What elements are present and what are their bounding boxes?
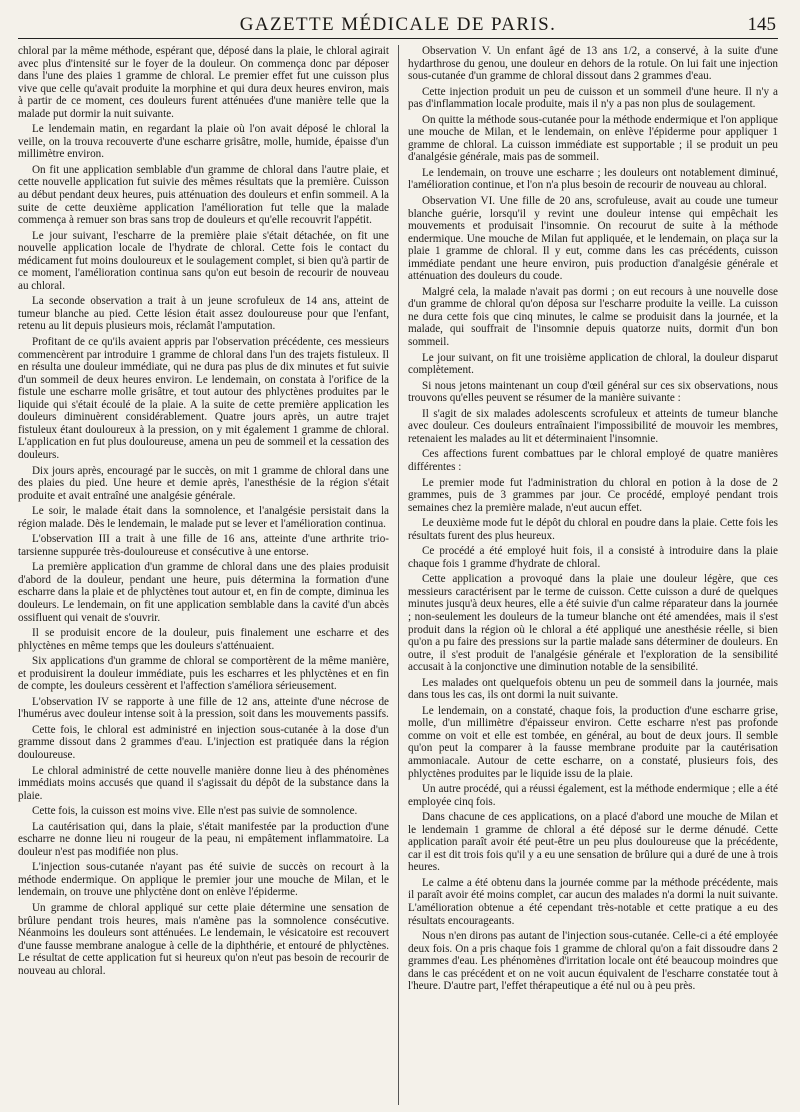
paragraph: Cette application a provoqué dans la plaie une douleur légère, que ces messieurs caractérisent par le terme de cuisson. Cette cuisson a duré de quelques minutes jusqu'à deux heures, elle a été suivie d'un calme réparateur dans la journée ; non-seulement les douleurs de la tumeur blanche ont été amendées, mais il s'est produit dans la région où le chloral a été appliqué une anesthésie réelle, si bien qu'on a pu faire des pressions sur la partie malade sans déterminer de douleurs. En outre, il s'est produit de l'analgésie générale et l'exploration de la sensibilité accusait à la conjonctive une diminution notable de la sensibilité. [408,573,778,674]
paragraph: Observation VI. Une fille de 20 ans, scrofuleuse, avait au coude une tumeur blanche guérie, lorsqu'il y revint une douleur intense qui empêchait les mouvements et produisait l'insomnie. On recourut de suite à la méthode endermique. Une mouche de Milan fut appliquée, et le lendemain, on plaça sur la plaie 1 gramme de chloral. Il y eut, comme dans les cas précédents, cuisson immédiate pendant une heure environ, puis production d'analgésie générale et atténuation des douleurs du coude. [408,195,778,283]
paragraph: La seconde observation a trait à un jeune scrofuleux de 14 ans, atteint de tumeur blanche au pied. Cette lésion était assez douloureuse pour que l'enfant, retenu au lit depuis plusieurs mois, réclamât l'amputation. [18,295,389,333]
paragraph: Dix jours après, encouragé par le succès, on mit 1 gramme de chloral dans une des plaies du pied. Une heure et demie après, l'anesthésie de la région s'était produite et avait entraîné une analgésie générale. [18,464,389,502]
paragraph: Il se produisit encore de la douleur, puis finalement une escharre et des phlyctènes en même temps que les douleurs s'atténuaient. [18,627,389,652]
paragraph: Un autre procédé, qui a réussi également, est la méthode endermique ; elle a été employée cinq fois. [408,783,778,808]
paragraph: Ce procédé a été employé huit fois, il a consisté à introduire dans la plaie chaque fois 1 gramme d'hydrate de chloral. [408,545,778,570]
paragraph: Six applications d'un gramme de chloral se comportèrent de la même manière, et produisirent la douleur immédiate, puis les escharres et les phlyctènes et en fin de compte, les douleurs cessèrent et l'affection s'améliora sérieusement. [18,655,389,693]
paragraph: Le jour suivant, l'escharre de la première plaie s'était détachée, on fit une nouvelle application locale de l'hydrate de chloral. Cette fois le contact du médicament fut moins douloureux et le soulagement complet, si bien qu'à partir de ce moment, l'amélioration continua sans qu'on eut besoin de recourir de nouveau au chloral. [18,229,389,292]
paragraph: Ces affections furent combattues par le chloral employé de quatre manières différentes : [408,448,778,473]
paragraph: chloral par la même méthode, espérant que, déposé dans la plaie, le chloral agirait avec plus d'intensité sur le foyer de la douleur. On commença donc par déposer dans l'une des plaies 1 gramme de chloral. Le premier effet fut une cuisson plus vive que celle qu'avait produite la morphine et qui dura deux heures environ, mais à partir de ce moment, ces douleurs furent atténuées d'une manière telle que la malade put dormir la nuit suivante. [18,45,389,120]
paragraph: L'observation IV se rapporte à une fille de 12 ans, atteinte d'une nécrose de l'humérus avec douleur intense soit à la pression, soit dans les mouvements passifs. [18,695,389,721]
paragraph: Le deuxième mode fut le dépôt du chloral en poudre dans la plaie. Cette fois les résultats furent des plus heureux. [408,517,778,542]
paragraph: Le jour suivant, on fit une troisième application de chloral, la douleur disparut complètement. [408,351,778,377]
journal-title: GAZETTE MÉDICALE DE PARIS. [239,14,557,35]
paragraph: Le lendemain, on a constaté, chaque fois, la production d'une escharre grise, molle, d'un millimètre d'épaisseur environ. Cette escharre n'est pas profonde comme on voit et elle est tombée, en général, au bout de deux jours. Il semble qu'on peut la comparer à la fausse membrane produite par la cautérisation ammoniacale. Autour de cette escharre, on a constaté, plusieurs fois, des phlyctènes produites par le liquide issu de la plaie. [408,704,778,780]
paragraph: Les malades ont quelquefois obtenu un peu de sommeil dans la journée, mais dans tous les cas, ils ont dormi la nuit suivante. [408,676,778,702]
paragraph: Le calme a été obtenu dans la journée comme par la méthode précédente, mais il paraît avoir été moins complet, car aucun des malades n'a dormi la nuit suivante. L'amélioration obtenue a été cependant très-notable et cette pratique a eu des résultats encourageants. [408,876,778,927]
paragraph: Le premier mode fut l'administration du chloral en potion à la dose de 2 grammes, puis de 3 grammes par jour. Ce procédé, employé pendant trois semaines chez la première malade, n'eut aucun effet. [408,476,778,514]
right-column [398,45,778,1105]
paragraph: Observation V. Un enfant âgé de 13 ans 1/2, a conservé, à la suite d'une hydarthrose du genou, une douleur en dehors de la rotule. On lui fait une injection sous-cutanée d'un gramme de chloral dissout dans 2 grammes d'eau. [408,45,778,83]
paragraph: Nous n'en dirons pas autant de l'injection sous-cutanée. Celle-ci a été employée deux fois. On a pris chaque fois 1 gramme de chloral qu'on a fait dissoudre dans 2 grammes d'eau. Les phénomènes d'irritation locale ont été beaucoup moindres que dans le cas précédent et on ne voit aucun équivalent de l'escharre constatée tout à l'heure. D'autre part, l'effet thérapeutique a été nul ou à peu près. [408,930,778,993]
paragraph: La cautérisation qui, dans la plaie, s'était manifestée par la production d'une escharre ne donne lieu ni rougeur de la peau, ni empâtement inflammatoire. La douleur n'est pas modifiée non plus. [18,820,389,858]
page-number: 145 [747,14,776,35]
paragraph: Si nous jetons maintenant un coup d'œil général sur ces six observations, nous trouvons qu'elles peuvent se résumer de la manière suivante : [408,379,778,405]
paragraph: On quitte la méthode sous-cutanée pour la méthode endermique et l'on applique une mouche de Milan, et le lendemain, on enlève l'épiderme pour appliquer 1 gramme de chloral. La cuisson immédiate est supportable ; il se produit un peu d'analgésie générale, mais pas de sommeil. [408,113,778,164]
page-header [18,10,778,39]
paragraph: L'observation III a trait à une fille de 16 ans, atteinte d'une arthrite trio-tarsienne suppurée très-douloureuse et consécutive à une entorse. [18,533,389,558]
paragraph: Cette fois, le chloral est administré en injection sous-cutanée à la dose d'un gramme dissout dans 2 grammes d'eau. L'injection est pratiquée dans la région douloureuse. [18,723,389,761]
paragraph: On fit une application semblable d'un gramme de chloral dans l'autre plaie, et cette nouvelle application fut suivie des mêmes résultats que la première. Cuisson au début pendant deux heures, puis atténuation des douleurs et enfin sommeil. A la suite de cette deuxième application l'amélioration fut telle que la malade commença à remuer son bras sans trop de douleurs et qu'elle recouvrit l'appétit. [18,163,389,227]
paragraph: Le lendemain matin, en regardant la plaie où l'on avait déposé le chloral la veille, on la trouva recouverte d'une escharre grisâtre, molle, humide, épaisse d'un millimètre environ. [18,123,389,161]
text-columns [18,45,778,1105]
paragraph: Cette injection produit un peu de cuisson et un sommeil d'une heure. Il n'y a pas d'inflammation locale produite, mais il n'y a pas non plus de soulagement. [408,85,778,111]
paragraph: Malgré cela, la malade n'avait pas dormi ; on eut recours à une nouvelle dose d'un gramme de chloral qu'on déposa sur l'escharre produite la veille. La cuisson ne dura cette fois que cinq minutes, le calme se produisit dans la journée, et la malade, qui souffrait de l'insomnie depuis quatorze nuits, dormit d'un bon sommeil. [408,285,778,349]
paragraph: Dans chacune de ces applications, on a placé d'abord une mouche de Milan et le lendemain 1 gramme de chloral a été déposé sur le derme dénudé. Cette application paraît avoir été peut-être un peu plus douloureuse que la précédente, car il est dit trois fois qu'il y a eu une sensation de brûlure qui a duré de une à trois heures. [408,811,778,874]
paragraph: L'injection sous-cutanée n'ayant pas été suivie de succès on recourt à la méthode endermique. On applique le premier jour une mouche de Milan, et le lendemain, on trouve une phlyctène dont on enlève l'épiderme. [18,861,389,899]
paragraph: Un gramme de chloral appliqué sur cette plaie détermine une sensation de brûlure pendant trois heures, mais n'amène pas la somnolence consécutive. Néanmoins les douleurs sont atténuées. Le lendemain, le vésicatoire est recouvert d'une fausse membrane analogue à celle de la diphthérie, et entouré de phlyctènes. Le résultat de cette application fut si heureux qu'on n'eut pas besoin de recourir de nouveau au chloral. [18,902,389,977]
paragraph: Cette fois, la cuisson est moins vive. Elle n'est pas suivie de somnolence. [32,805,358,818]
paragraph: Le chloral administré de cette nouvelle manière donne lieu à des phénomènes immédiats moins accusés que quand il s'agissait du dépôt de la substance dans la plaie. [18,764,389,802]
paragraph: Profitant de ce qu'ils avaient appris par l'observation précédente, ces messieurs commencèrent par introduire 1 gramme de chloral dans l'un des trajets fistuleux. Il en résulta une douleur immédiate, qui ne dura pas plus de dix minutes et fut suivie d'un sommeil de deux heures environ. Le lendemain, on constata à l'orifice de la fistule une escharre molle grisâtre, et tout autour des phlyctènes produites par le liquide qui s'était écoulé de la plaie. A la suite de cette première application les douleurs diminuèrent considérablement. Quatre jours après, un autre trajet fistuleux étant douloureux à la pression, on y mit également 1 gramme de chloral. L'application en fut plus douloureuse, amena un peu de sommeil et la cessation des douleurs. [18,336,389,461]
paragraph: La première application d'un gramme de chloral dans une des plaies produisit d'abord de la douleur, pendant une heure, puis détermina la formation d'une escharre dans la plaie et de phlyctènes tout autour et, en fin de compte, diminua les douleurs. Le lendemain, on fit une application semblable dans la cavité d'un abcès ossifluent qui venait de s'ouvrir. [18,561,389,624]
left-column [18,45,398,1105]
paragraph: Il s'agit de six malades adolescents scrofuleux et atteints de tumeur blanche avec douleur. Ces douleurs entraînaient l'impossibilité de mouvoir les membres, retenaient les malades au lit et déterminaient l'insomnie. [408,407,778,445]
paragraph: Le lendemain, on trouve une escharre ; les douleurs ont notablement diminué, l'amélioration continue, et l'on n'a plus besoin de recourir de nouveau au chloral. [408,166,778,192]
paragraph: Le soir, le malade était dans la somnolence, et l'analgésie persistait dans la région malade. Dès le lendemain, le malade put se lever et l'amélioration continua. [18,505,389,530]
